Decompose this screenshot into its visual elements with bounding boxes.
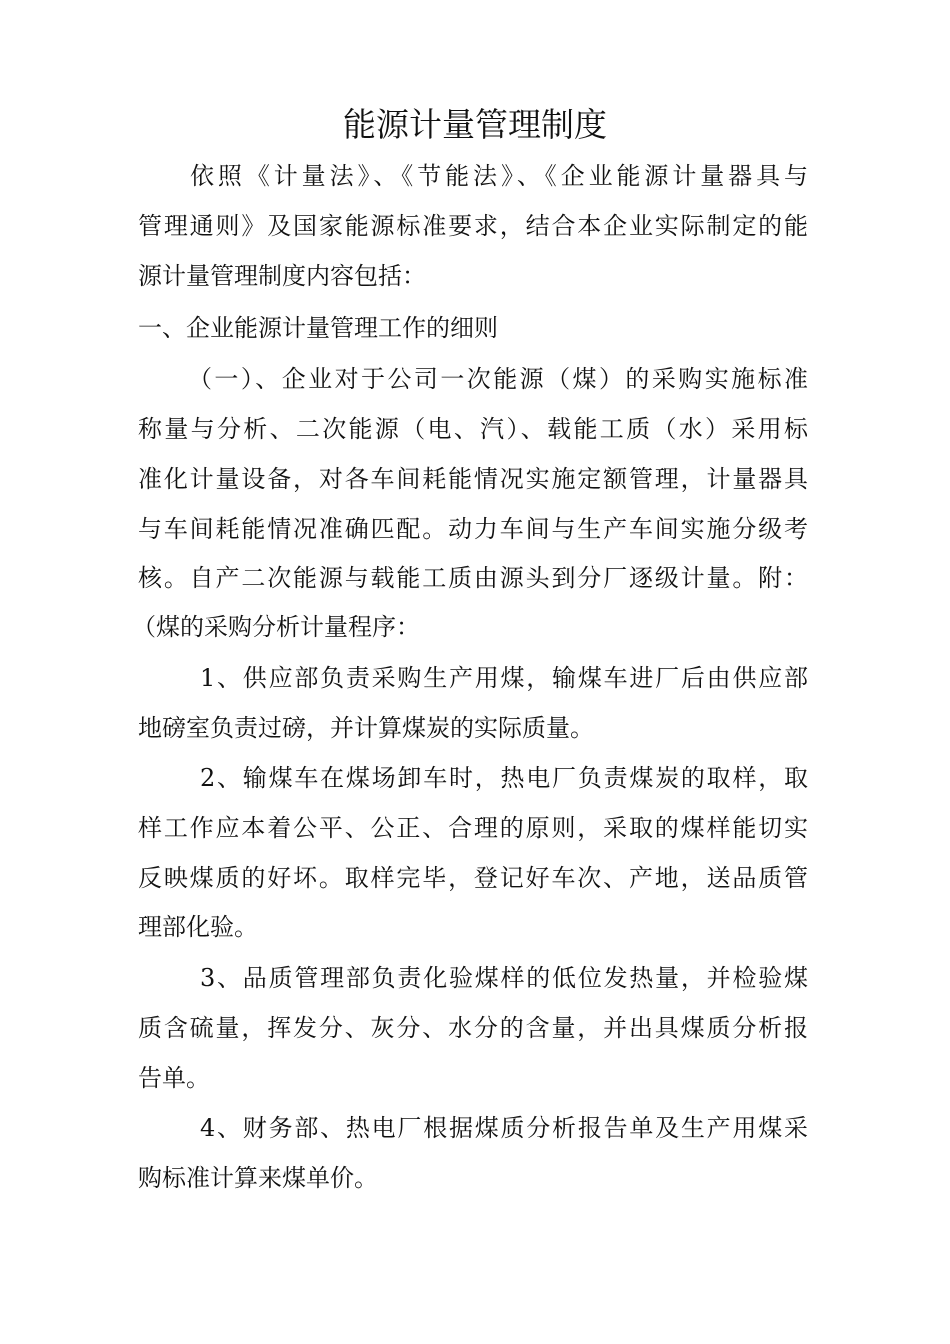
paragraph-line: 3、品质管理部负责化验煤样的低位发热量，并检验煤 (200, 964, 808, 992)
paragraph-line: 管理通则》及国家能源标准要求，结合本企业实际制定的能 (138, 212, 808, 240)
paragraph-line: 质含硫量，挥发分、灰分、水分的含量，并出具煤质分析报 (138, 1014, 808, 1042)
paragraph-line: （煤的采购分析计量程序： (132, 613, 420, 641)
paragraph-line: 与车间耗能情况准确匹配。动力车间与生产车间实施分级考 (138, 515, 808, 543)
paragraph-line: 准化计量设备，对各车间耗能情况实施定额管理，计量器具 (138, 465, 808, 493)
paragraph-line: 购标准计算来煤单价。 (138, 1164, 378, 1192)
paragraph-line: 4、财务部、热电厂根据煤质分析报告单及生产用煤采 (200, 1114, 808, 1142)
paragraph-line: 样工作应本着公平、公正、合理的原则，采取的煤样能切实 (138, 814, 808, 842)
paragraph-line: 理部化验。 (138, 913, 258, 941)
section-heading: 一、企业能源计量管理工作的细则 (138, 314, 498, 342)
paragraph-line: 源计量管理制度内容包括： (138, 262, 426, 290)
paragraph-line: 称量与分析、二次能源（电、汽）、载能工质（水）采用标 (138, 415, 808, 443)
paragraph-line: 地磅室负责过磅，并计算煤炭的实际质量。 (138, 714, 594, 742)
paragraph-line: 反映煤质的好坏。取样完毕，登记好车次、产地，送品质管 (138, 864, 808, 892)
paragraph-line: 2、输煤车在煤场卸车时，热电厂负责煤炭的取样，取 (200, 764, 808, 792)
paragraph-line: 依照《计量法》、《节能法》、《企业能源计量器具与 (190, 162, 808, 190)
paragraph-line: 1、供应部负责采购生产用煤，输煤车进厂后由供应部 (200, 664, 808, 692)
paragraph-line: 告单。 (138, 1064, 210, 1092)
paragraph-line: （一）、企业对于公司一次能源（煤）的采购实施标准 (188, 365, 808, 393)
paragraph-line: 核。自产二次能源与载能工质由源头到分厂逐级计量。附： (138, 564, 808, 592)
document-title: 能源计量管理制度 (343, 105, 607, 144)
